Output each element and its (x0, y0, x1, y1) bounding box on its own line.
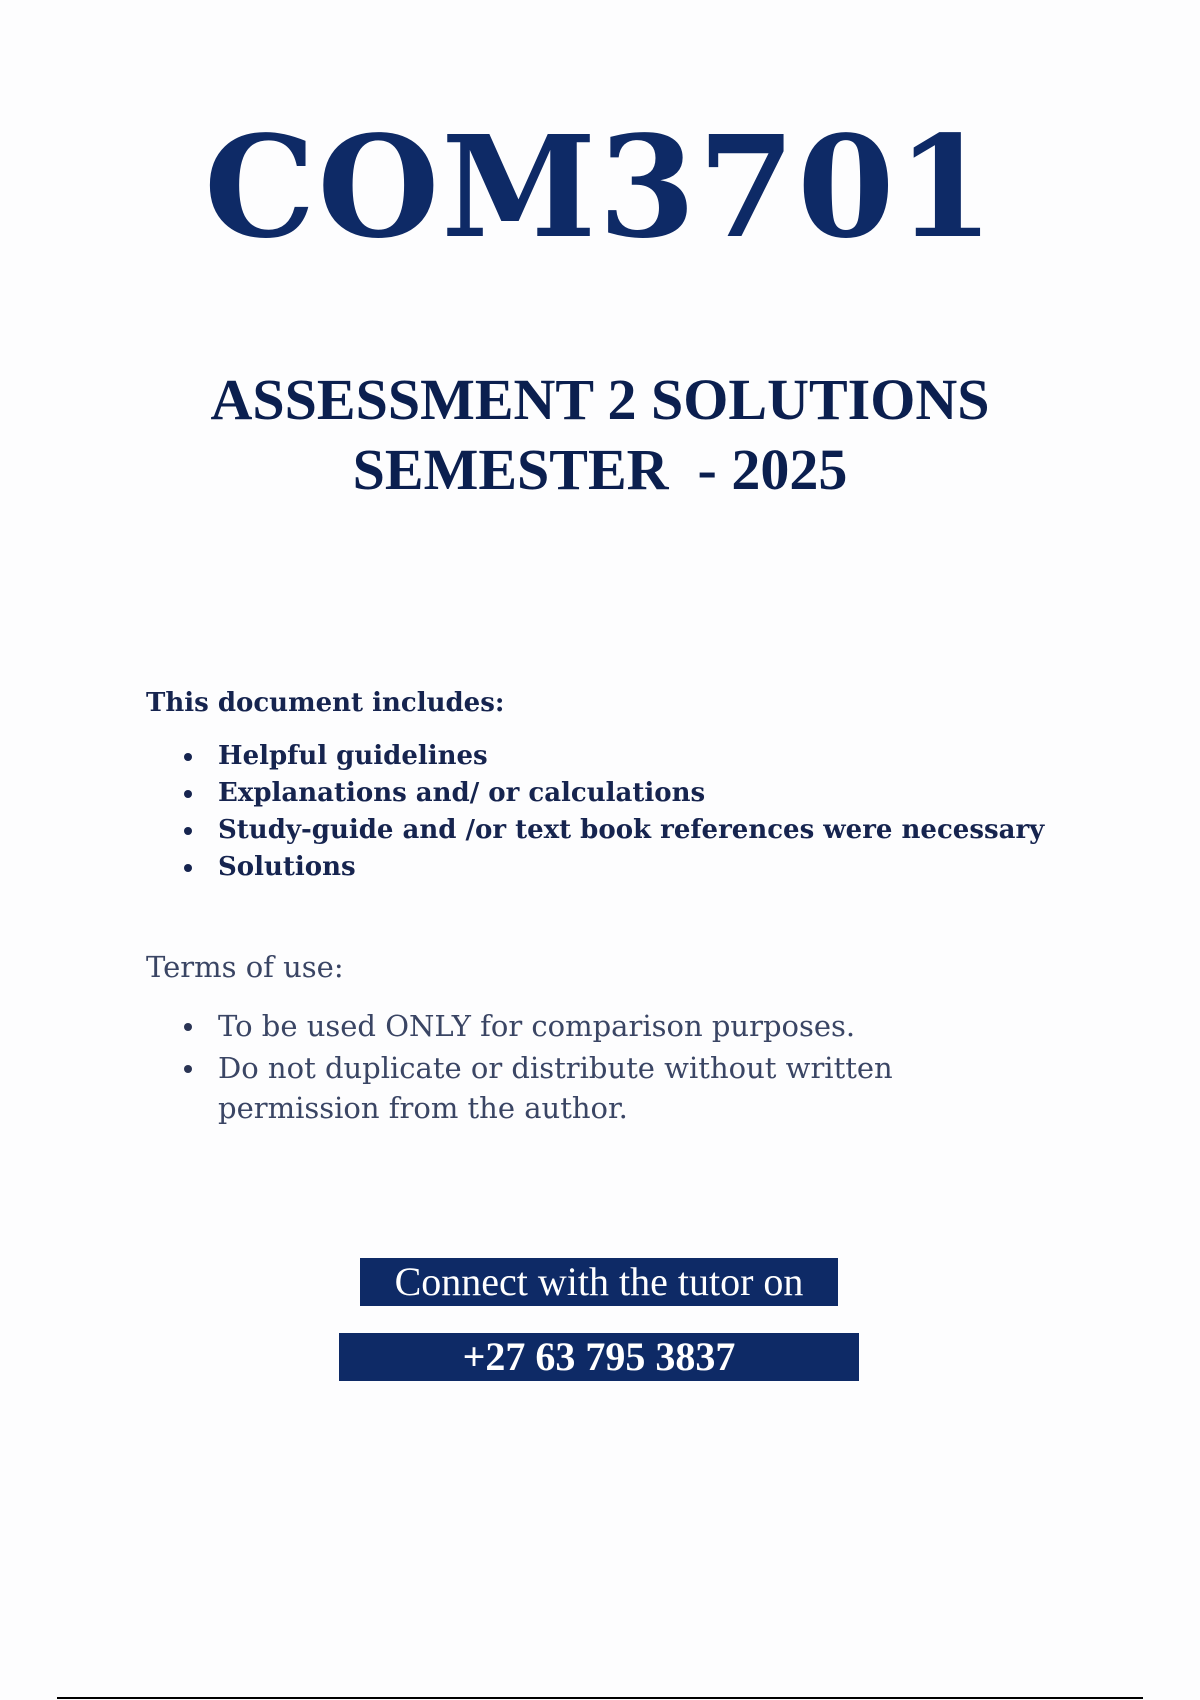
list-item: Helpful guidelines (218, 738, 1044, 775)
footer-divider (57, 1697, 1143, 1699)
list-item: Explanations and/ or calculations (218, 775, 1044, 812)
title-line-2: SEMESTER - 2025 (352, 437, 848, 502)
document-title (0, 365, 1200, 505)
list-item: To be used ONLY for comparison purposes. (218, 1006, 978, 1046)
title-line-1: ASSESSMENT 2 SOLUTIONS (210, 367, 990, 432)
course-code: COM3701 (204, 106, 996, 270)
includes-heading: This document includes: (146, 688, 505, 718)
terms-heading: Terms of use: (146, 950, 344, 984)
list-item: Solutions (218, 849, 1044, 886)
connect-label: Connect with the tutor on (360, 1258, 838, 1306)
phone-number: +27 63 795 3837 (339, 1333, 859, 1381)
terms-list (146, 1006, 978, 1130)
includes-list (146, 738, 1044, 886)
list-item: Study-guide and /or text book references were necessary (218, 812, 1044, 849)
list-item: Do not duplicate or distribute without written permission from the author. (218, 1048, 978, 1128)
